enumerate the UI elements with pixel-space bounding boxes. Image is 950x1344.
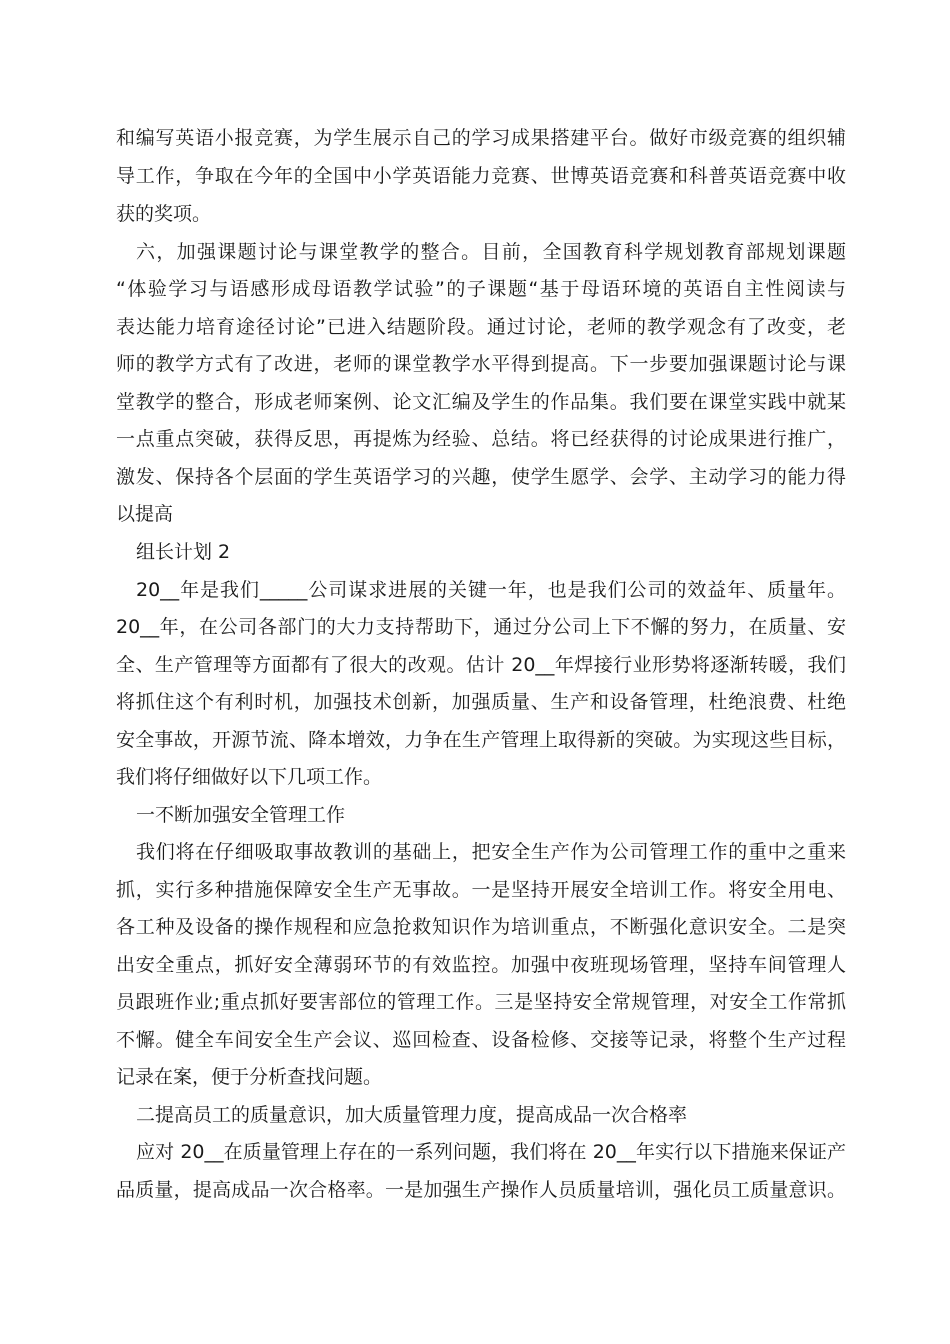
section-heading-plan-2: 组长计划 2 [136,541,231,563]
body-text-line: 记录在案，便于分析查找问题。 [116,1066,383,1088]
body-text-line: 将抓住这个有利时机，加强技术创新，加强质量、生产和设备管理，杜绝浪费、杜绝 [116,691,846,713]
body-text-line: 师的教学方式有了改进，老师的课堂教学水平得到提高。下一步要加强课题讨论与课 [116,353,846,375]
body-text-line: 安全事故，开源节流、降本增效，力争在生产管理上取得新的突破。为实现这些目标， [116,729,846,751]
body-text-line: 应对 20__在质量管理上存在的一系列问题，我们将在 20__年实行以下措施来保证产 [136,1141,846,1163]
body-text-line: 堂教学的整合，形成老师案例、论文汇编及学生的作品集。我们要在课堂实践中就某 [116,391,846,413]
body-text-line: 导工作，争取在今年的全国中小学英语能力竞赛、世博英语竞赛和科普英语竞赛中收 [116,165,846,187]
body-text-line: 各工种及设备的操作规程和应急抢救知识作为培训重点，不断强化意识安全。二是突 [116,916,846,938]
body-text-line: 20__年是我们_____公司谋求进展的关键一年，也是我们公司的效益年、质量年。 [136,579,846,601]
body-text-line: 品质量，提高成品一次合格率。一是加强生产操作人员质量培训，强化员工质量意识。 [116,1179,846,1201]
body-text-line: 员跟班作业;重点抓好要害部位的管理工作。三是坚持安全常规管理，对安全工作常抓 [116,991,846,1013]
body-text-line: 出安全重点，抓好安全薄弱环节的有效监控。加强中夜班现场管理，坚持车间管理人 [116,954,846,976]
body-text-line: 表达能力培育途径讨论”已进入结题阶段。通过讨论，老师的教学观念有了改变，老 [116,316,846,338]
section-heading-safety: 一不断加强安全管理工作 [136,804,346,826]
body-text-line: 激发、保持各个层面的学生英语学习的兴趣，使学生愿学、会学、主动学习的能力得 [116,466,846,488]
section-six-line: 六，加强课题讨论与课堂教学的整合。目前，全国教育科学规划教育部规划课题 [136,241,846,263]
body-text-line: 不懈。健全车间安全生产会议、巡回检查、设备检修、交接等记录，将整个生产过程 [116,1029,846,1051]
body-text-line: 全、生产管理等方面都有了很大的改观。估计 20__年焊接行业形势将逐渐转暖，我们 [116,654,846,676]
body-text-line: 以提高 [116,503,174,525]
body-text-line: 获的奖项。 [116,203,212,225]
body-text-line: 和编写英语小报竞赛，为学生展示自己的学习成果搭建平台。做好市级竞赛的组织辅 [116,127,846,149]
section-heading-quality: 二提高员工的质量意识，加大质量管理力度，提高成品一次合格率 [136,1104,688,1126]
body-text-line: 一点重点突破，获得反思，再提炼为经验、总结。将已经获得的讨论成果进行推广， [116,428,846,450]
body-text-line: 20__年，在公司各部门的大力支持帮助下，通过分公司上下不懈的努力，在质量、安 [116,616,846,638]
body-text-line: 抓，实行多种措施保障安全生产无事故。一是坚持开展安全培训工作。将安全用电、 [116,879,846,901]
body-text-line: 我们将在仔细吸取事故教训的基础上，把安全生产作为公司管理工作的重中之重来 [136,841,846,863]
body-text-line: 我们将仔细做好以下几项工作。 [116,766,383,788]
body-text-line: “体验学习与语感形成母语教学试验”的子课题“基于母语环境的英语自主性阅读与 [116,278,846,300]
